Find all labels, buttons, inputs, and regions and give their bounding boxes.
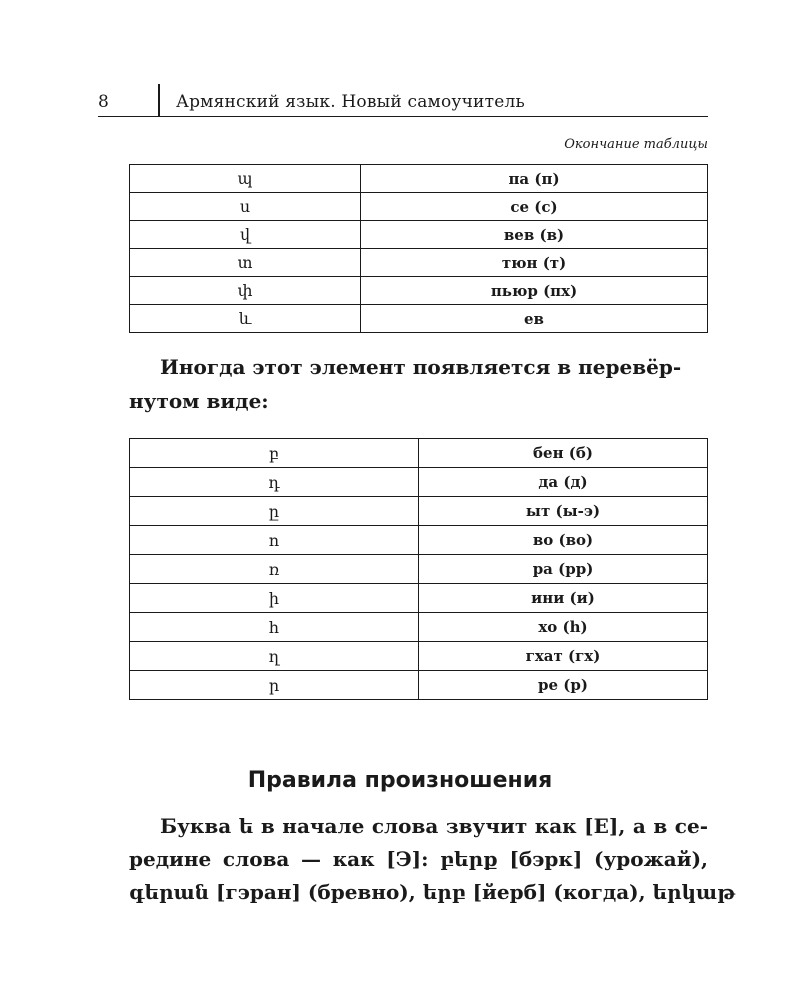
intro-line-2: нутом виде: bbox=[129, 389, 269, 413]
letter-name: да (д) bbox=[419, 468, 708, 497]
letter-name: хо (h) bbox=[419, 613, 708, 642]
table-row bbox=[130, 165, 708, 193]
intro-line-1: Иногда этот элемент появляется в перевёр- bbox=[160, 355, 682, 379]
letter-name: во (во) bbox=[419, 526, 708, 555]
table-row bbox=[130, 671, 708, 700]
letter-name: ев bbox=[361, 305, 708, 333]
armenian-letter: պ bbox=[130, 165, 361, 193]
letter-name: тюн (т) bbox=[361, 249, 708, 277]
armenian-letter: ի bbox=[130, 584, 419, 613]
table-row bbox=[130, 305, 708, 333]
table-row bbox=[130, 468, 708, 497]
armenian-letter: ռ bbox=[130, 555, 419, 584]
table-row bbox=[130, 555, 708, 584]
rules-line-1: Буква ե в начале слова звучит как [Е], а в се- bbox=[160, 814, 708, 838]
header-divider bbox=[158, 84, 160, 116]
armenian-letter: ղ bbox=[130, 642, 419, 671]
table-row bbox=[130, 249, 708, 277]
table-row bbox=[130, 193, 708, 221]
armenian-letter: հ bbox=[130, 613, 419, 642]
table-row bbox=[130, 613, 708, 642]
letter-name: ыт (ы-э) bbox=[419, 497, 708, 526]
table-row bbox=[130, 497, 708, 526]
letters-table-end bbox=[129, 164, 708, 333]
armenian-letter: բ bbox=[130, 439, 419, 468]
letter-name: ра (рр) bbox=[419, 555, 708, 584]
rules-line-2: редине слова — как [Э]: բերք [бэрк] (урожай), bbox=[129, 847, 708, 871]
intro-paragraph bbox=[129, 350, 708, 418]
table-row bbox=[130, 221, 708, 249]
armenian-letter: վ bbox=[130, 221, 361, 249]
page-number: 8 bbox=[98, 92, 109, 112]
armenian-letter: և bbox=[130, 305, 361, 333]
armenian-letter: ր bbox=[130, 671, 419, 700]
letter-name: гхат (гх) bbox=[419, 642, 708, 671]
table-row bbox=[130, 584, 708, 613]
inverted-letters-table bbox=[129, 438, 708, 700]
rules-line-3: գերան [гэран] (бревно), երբ [йерб] (когда), երկաթ bbox=[129, 880, 736, 904]
letter-name: па (п) bbox=[361, 165, 708, 193]
letter-name: ре (р) bbox=[419, 671, 708, 700]
letter-name: вев (в) bbox=[361, 221, 708, 249]
armenian-letter: փ bbox=[130, 277, 361, 305]
armenian-letter: դ bbox=[130, 468, 419, 497]
armenian-letter: ը bbox=[130, 497, 419, 526]
pronunciation-paragraph bbox=[129, 810, 736, 909]
letter-name: ини (и) bbox=[419, 584, 708, 613]
letter-name: се (с) bbox=[361, 193, 708, 221]
table-row bbox=[130, 526, 708, 555]
letter-name: бен (б) bbox=[419, 439, 708, 468]
running-title: Армянский язык. Новый самоучитель bbox=[176, 92, 525, 112]
armenian-letter: ո bbox=[130, 526, 419, 555]
table-row bbox=[130, 642, 708, 671]
table-continuation-note: Окончание таблицы bbox=[564, 137, 708, 152]
armenian-letter: տ bbox=[130, 249, 361, 277]
table-row bbox=[130, 439, 708, 468]
table-row bbox=[130, 277, 708, 305]
section-heading: Правила произношения bbox=[247, 768, 553, 793]
armenian-letter: ս bbox=[130, 193, 361, 221]
page-header bbox=[98, 84, 708, 117]
letter-name: пьюр (пх) bbox=[361, 277, 708, 305]
